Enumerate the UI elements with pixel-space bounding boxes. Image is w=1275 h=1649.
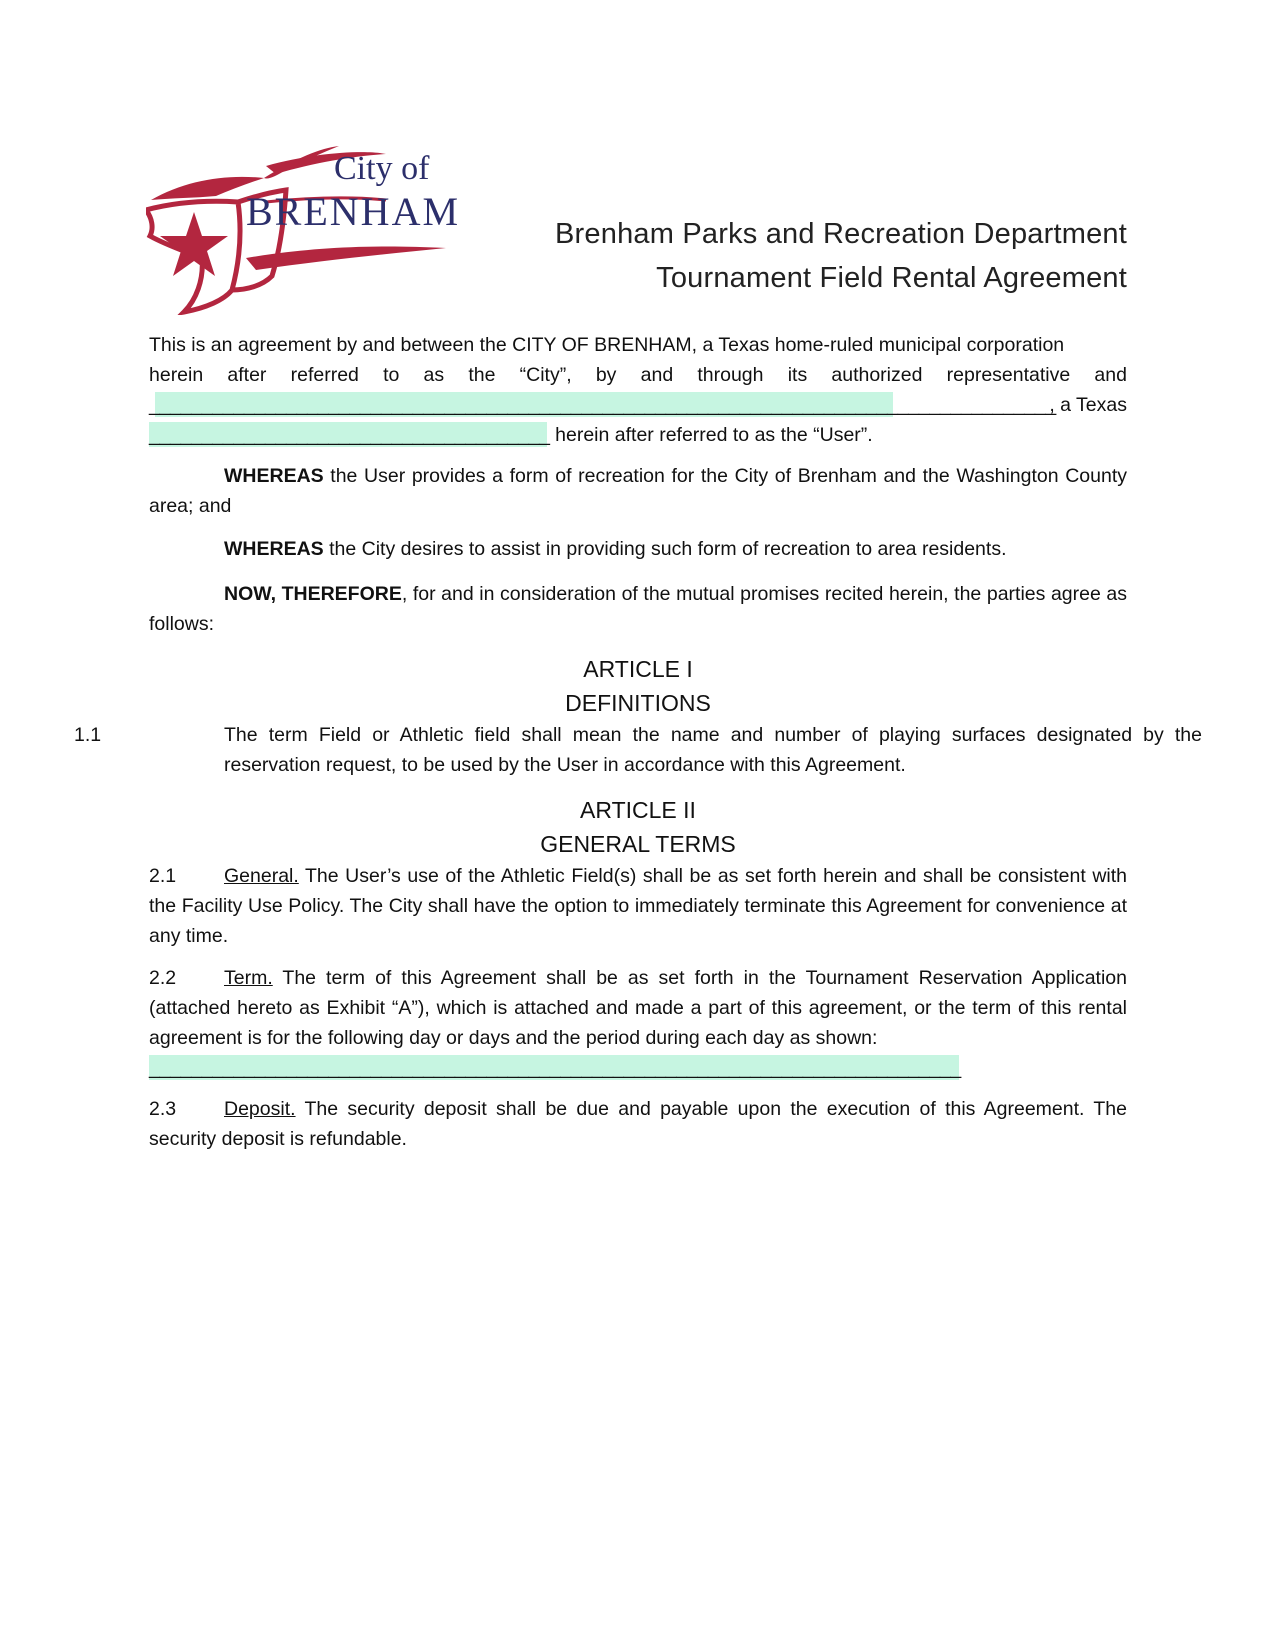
article-2-heading: ARTICLE II [580, 797, 696, 823]
logo-text-brenham: BRENHAM [246, 189, 461, 234]
intro-word: through [697, 364, 764, 386]
whereas-paragraph-2 [149, 534, 1127, 564]
title-line-2: Tournament Field Rental Agreement [656, 262, 1127, 294]
now-therefore-text: , for and in consideration of the mutual promises recited herein, the parties agree as follows: [149, 583, 1127, 635]
now-therefore-keyword: NOW, THEREFORE [224, 583, 402, 605]
city-of-brenham-logo [146, 140, 466, 315]
intro-word: and [640, 364, 674, 386]
term-blank[interactable]: _____________________________________________________________________________ [149, 1057, 961, 1079]
article-1-heading: ARTICLE I [583, 656, 693, 682]
section-2-2 [149, 963, 1127, 1083]
intro-word: by [595, 364, 617, 386]
section-2-1 [149, 861, 1127, 951]
user-type-blank[interactable]: ______________________________________ [149, 424, 550, 446]
intro-word: after [227, 364, 267, 386]
document-title [555, 212, 1127, 300]
section-title: General. [224, 865, 299, 887]
intro-line-4 [149, 420, 1127, 450]
section-number: 2.2 [149, 967, 177, 989]
intro-word: authorized [831, 364, 923, 386]
whereas-paragraph-1 [149, 461, 1127, 521]
section-title: Deposit. [224, 1098, 296, 1120]
whereas-keyword: WHEREAS [224, 538, 324, 560]
section-1-1 [74, 720, 1202, 780]
section-text: The User’s use of the Athletic Field(s) shall be as set forth herein and shall be consistent with the Facility Use Policy. The City shall have the option to immediately terminate this Agreement for convenience at any time. [149, 865, 1127, 947]
intro-word: to [383, 364, 400, 386]
intro-paragraph [149, 330, 1127, 450]
section-text: The term Field or Athletic field shall mean the name and number of playing surfaces designated by the reservation request, to be used by the User in accordance with this Agreement. [224, 724, 1202, 776]
intro-word: referred [290, 364, 359, 386]
intro-line-2 [149, 360, 1127, 390]
section-number: 2.1 [149, 865, 177, 887]
intro-line-4-tail: herein after referred to as the “User”. [549, 424, 873, 446]
whereas-text: the City desires to assist in providing such form of recreation to area residents. [323, 538, 1007, 560]
now-therefore-paragraph [149, 579, 1127, 639]
intro-word: the [468, 364, 496, 386]
section-2-3 [149, 1094, 1127, 1154]
intro-line-3-tail: , a Texas [1049, 394, 1127, 416]
intro-line-1: This is an agreement by and between the CITY OF BRENHAM, a Texas home-ruled municipal corporation [149, 334, 1065, 356]
intro-word: and [1094, 364, 1127, 386]
intro-word: herein [149, 364, 204, 386]
intro-line-3 [149, 390, 1127, 420]
section-number: 1.1 [74, 724, 102, 746]
intro-word: as [423, 364, 445, 386]
section-title: Term. [224, 967, 273, 989]
intro-word: “City”, [519, 364, 572, 386]
whereas-text: the User provides a form of recreation for the City of Brenham and the Washington County area; and [149, 465, 1127, 517]
whereas-keyword: WHEREAS [224, 465, 324, 487]
article-1-subheading: DEFINITIONS [565, 690, 711, 716]
article-2-subheading: GENERAL TERMS [540, 831, 736, 857]
user-name-blank[interactable]: ______________________________________________________________________________________ [149, 394, 1056, 416]
section-number: 2.3 [149, 1098, 177, 1120]
intro-word: its [787, 364, 808, 386]
title-line-1: Brenham Parks and Recreation Department [555, 218, 1127, 250]
term-blank-line [149, 1053, 1127, 1083]
logo-text-city-of: City of [334, 150, 430, 187]
section-text: The term of this Agreement shall be as set forth in the Tournament Reservation Application (attached hereto as Exhibit “A”), which is attached and made a part of this agreement, or the term of this rental agreement is for the following day or days and the period during each day as shown: [149, 967, 1127, 1049]
section-text: The security deposit shall be due and payable upon the execution of this Agreement. The security deposit is refundable. [149, 1098, 1127, 1150]
intro-word: representative [946, 364, 1071, 386]
